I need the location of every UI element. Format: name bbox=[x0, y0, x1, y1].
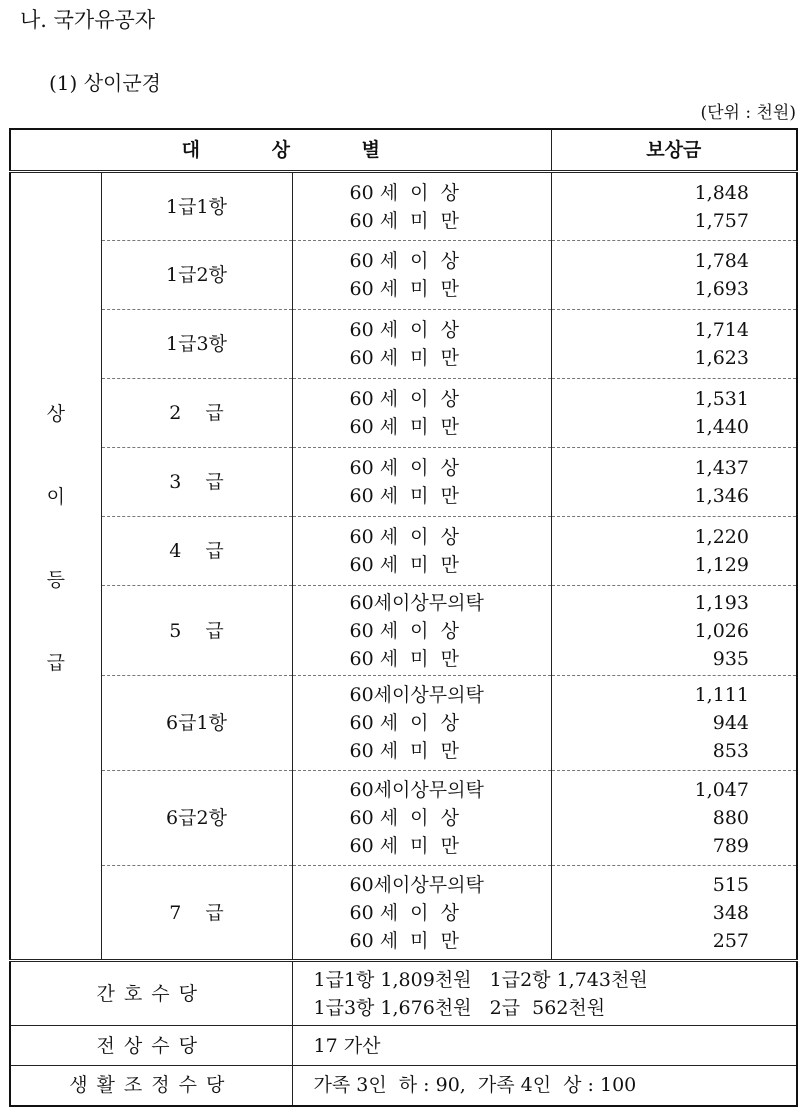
grade-name: 2 급 bbox=[101, 379, 292, 448]
condition-cell bbox=[292, 448, 551, 517]
condition-line: 60 세 미 만 bbox=[349, 485, 459, 507]
amount-value: 1,623 bbox=[694, 347, 749, 369]
grade-row bbox=[10, 448, 797, 517]
footer-row bbox=[10, 1026, 797, 1066]
amount-cell bbox=[551, 866, 797, 961]
amount-value: 1,193 bbox=[694, 591, 749, 614]
amount-value: 348 bbox=[712, 901, 749, 924]
header-target-char: 상 bbox=[271, 139, 290, 161]
amount-cell bbox=[551, 241, 797, 310]
amount-value: 1,714 bbox=[694, 319, 749, 341]
condition-cell bbox=[292, 771, 551, 866]
condition-line: 60 세 이 상 bbox=[349, 181, 459, 204]
amount-value: 1,757 bbox=[694, 209, 749, 232]
condition-line: 60 세 미 만 bbox=[349, 209, 459, 232]
condition-line: 60 세 이 상 bbox=[349, 388, 459, 410]
footer-value-line: 가족 3인 하 : 90, 가족 4인 상 : 100 bbox=[313, 1074, 637, 1097]
condition-line: 60세이상무의탁 bbox=[349, 684, 484, 706]
amount-value: 1,531 bbox=[694, 388, 749, 410]
condition-line: 60 세 미 만 bbox=[349, 278, 459, 300]
footer-value-line: 17 가산 bbox=[313, 1034, 381, 1057]
condition-line: 60 세 미 만 bbox=[349, 554, 459, 576]
amount-value: 1,047 bbox=[694, 779, 749, 801]
header-target-char: 별 bbox=[361, 139, 380, 161]
header-amount: 보상금 bbox=[551, 129, 797, 172]
grade-row bbox=[10, 676, 797, 771]
condition-line: 60 세 미 만 bbox=[349, 416, 459, 438]
amount-value: 1,129 bbox=[694, 554, 749, 576]
footer-label: 간호수당 bbox=[10, 961, 292, 1026]
unit-note: (단위 : 천원) bbox=[700, 103, 796, 123]
condition-line: 60 세 이 상 bbox=[349, 807, 459, 829]
amount-cell bbox=[551, 379, 797, 448]
side-label-cell bbox=[10, 172, 101, 961]
side-label-char: 등 bbox=[46, 569, 65, 591]
amount-cell bbox=[551, 172, 797, 241]
amount-value: 1,693 bbox=[694, 278, 749, 300]
condition-cell bbox=[292, 676, 551, 771]
amount-cell bbox=[551, 448, 797, 517]
amount-value: 853 bbox=[712, 740, 749, 762]
grade-row bbox=[10, 866, 797, 961]
condition-line: 60 세 미 만 bbox=[349, 929, 459, 952]
condition-cell bbox=[292, 586, 551, 676]
footer-value bbox=[292, 1066, 797, 1106]
amount-value: 1,346 bbox=[694, 485, 749, 507]
condition-line: 60 세 미 만 bbox=[349, 647, 459, 670]
amount-value: 1,220 bbox=[694, 526, 749, 548]
grade-row bbox=[10, 379, 797, 448]
grade-name: 1급3항 bbox=[101, 310, 292, 379]
condition-line: 60 세 미 만 bbox=[349, 347, 459, 369]
amount-cell bbox=[551, 771, 797, 866]
footer-value-line: 1급3항 1,676천원 2급 562천원 bbox=[313, 996, 606, 1019]
grade-row bbox=[10, 241, 797, 310]
condition-cell bbox=[292, 172, 551, 241]
condition-line: 60 세 이 상 bbox=[349, 457, 459, 479]
amount-value: 1,111 bbox=[694, 684, 749, 706]
grade-row bbox=[10, 172, 797, 241]
footer-row bbox=[10, 1066, 797, 1106]
condition-line: 60세이상무의탁 bbox=[349, 591, 484, 614]
amount-cell bbox=[551, 310, 797, 379]
condition-line: 60세이상무의탁 bbox=[349, 873, 484, 896]
side-label-char: 이 bbox=[46, 486, 65, 508]
side-label-char: 급 bbox=[46, 652, 65, 674]
footer-label: 생활조정수당 bbox=[10, 1066, 292, 1106]
grade-name: 7 급 bbox=[101, 866, 292, 961]
amount-value: 1,437 bbox=[694, 457, 749, 479]
amount-cell bbox=[551, 676, 797, 771]
amount-cell bbox=[551, 517, 797, 586]
amount-value: 1,784 bbox=[694, 250, 749, 272]
condition-line: 60 세 미 만 bbox=[349, 740, 459, 762]
footer-value bbox=[292, 1026, 797, 1066]
footer-value bbox=[292, 961, 797, 1026]
amount-cell bbox=[551, 586, 797, 676]
condition-line: 60 세 이 상 bbox=[349, 526, 459, 548]
condition-cell bbox=[292, 310, 551, 379]
amount-value: 1,026 bbox=[694, 619, 749, 642]
condition-cell bbox=[292, 517, 551, 586]
condition-line: 60세이상무의탁 bbox=[349, 779, 484, 801]
amount-value: 257 bbox=[712, 929, 749, 952]
subsection-heading: (1) 상이군경 bbox=[49, 71, 161, 95]
grade-name: 4 급 bbox=[101, 517, 292, 586]
footer-row bbox=[10, 961, 797, 1026]
amount-value: 789 bbox=[712, 835, 749, 857]
amount-value: 880 bbox=[712, 807, 749, 829]
condition-cell bbox=[292, 379, 551, 448]
amount-value: 1,440 bbox=[694, 416, 749, 438]
footer-value-line: 1급1항 1,809천원 1급2항 1,743천원 bbox=[313, 968, 648, 991]
condition-cell bbox=[292, 241, 551, 310]
condition-line: 60 세 이 상 bbox=[349, 712, 459, 734]
grade-name: 1급1항 bbox=[101, 172, 292, 241]
condition-line: 60 세 미 만 bbox=[349, 835, 459, 857]
grade-row bbox=[10, 771, 797, 866]
condition-line: 60 세 이 상 bbox=[349, 250, 459, 272]
amount-value: 1,848 bbox=[694, 181, 749, 204]
table-header-row bbox=[10, 129, 797, 172]
grade-row bbox=[10, 517, 797, 586]
amount-value: 515 bbox=[712, 873, 749, 896]
section-heading: 나. 국가유공자 bbox=[20, 8, 156, 32]
condition-line: 60 세 이 상 bbox=[349, 901, 459, 924]
grade-row bbox=[10, 310, 797, 379]
grade-name: 3 급 bbox=[101, 448, 292, 517]
grade-name: 1급2항 bbox=[101, 241, 292, 310]
compensation-table bbox=[9, 128, 798, 1107]
grade-row bbox=[10, 586, 797, 676]
grade-name: 6급2항 bbox=[101, 771, 292, 866]
header-target-char: 대 bbox=[181, 139, 200, 161]
header-target bbox=[10, 129, 551, 172]
amount-value: 935 bbox=[712, 647, 749, 670]
grade-name: 6급1항 bbox=[101, 676, 292, 771]
condition-line: 60 세 이 상 bbox=[349, 319, 459, 341]
amount-value: 944 bbox=[712, 712, 749, 734]
condition-line: 60 세 이 상 bbox=[349, 619, 459, 642]
condition-cell bbox=[292, 866, 551, 961]
grade-name: 5 급 bbox=[101, 586, 292, 676]
footer-label: 전상수당 bbox=[10, 1026, 292, 1066]
side-label-char: 상 bbox=[46, 403, 65, 425]
